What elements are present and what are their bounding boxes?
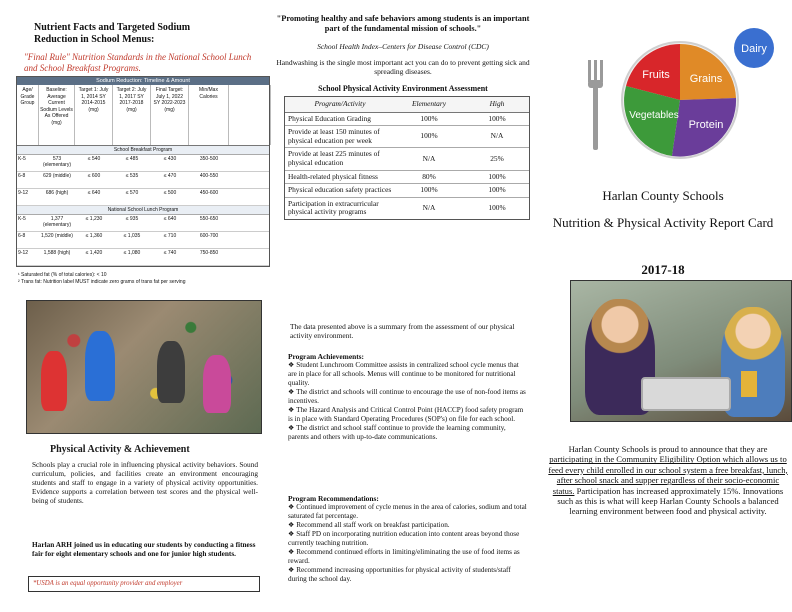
assessment-row [285,184,529,198]
cep-underlined-text: participating in the Community Eligibility Option which allows us to feed every child enrolled in our school system a free breakfast, lunch, after school snack and supper regardless of their socio-economic status. [548,454,788,496]
sodium-cell: 686 (high) [45,190,69,196]
sodium-table-row [17,172,269,189]
assessment-cell: Physical Education Grading [288,113,371,123]
sodium-cell: ≤ 535 [125,173,139,179]
assessment-header-cell: Elementary [411,99,447,108]
students-lunch-photo [570,280,792,422]
sodium-cell: ≤ 1,080 [123,250,141,256]
assessment-header [285,97,529,113]
breakfast-rows [17,155,269,206]
nutrient-facts-title: Nutrient Facts and Targeted Sodium Reduction in School Menus: [34,22,191,45]
assessment-cell: Physical education safety practices [288,185,392,195]
sodium-cell: ≤ 935 [125,216,139,222]
assessment-cell: 100% [488,113,506,123]
recommendations-heading: Program Recommendations: [288,494,379,503]
recommendations-list [288,503,528,584]
program-recommendations [288,494,528,584]
usda-notice: *USDA is an equal opportunity provider and employer [28,576,260,592]
sodium-header-cell: Age/ Grade Group [17,85,39,145]
sodium-cell: ≤ 540 [87,156,101,162]
myplate-graphic [586,20,778,160]
child-figure [41,351,67,411]
assessment-row [285,171,529,185]
sodium-cell: K-5 [18,216,26,222]
sodium-cell: ≤ 470 [163,173,177,179]
assessment-cell: 100% [420,131,438,141]
sodium-reduction-table [16,76,270,267]
sodium-cell: ≤ 640 [87,190,101,196]
sodium-cell: 9-12 [18,190,29,196]
assessment-summary: The data presented above is a summary from the assessment of our physical activity environment. [290,322,515,340]
lunch-tray [641,377,731,411]
achievement-item: ❖ The Hazard Analysis and Critical Control Point (HACCP) food safety program is in place with Standard Operating Procedures (SOP's) on file for each school. [288,406,524,423]
left-panel [0,0,270,612]
vegetables-label: Vegetables [629,110,679,121]
assessment-cell: 100% [488,171,506,181]
assessment-cell: N/A [422,153,436,163]
assessment-cell: 100% [420,185,438,195]
right-panel [534,0,792,612]
sodium-table-row [17,189,269,206]
breakfast-section-label: School Breakfast Program [17,146,269,155]
protein-label: Protein [688,119,724,131]
child-figure [203,355,231,413]
cep-announcement [548,444,788,517]
sodium-cell: 629 (middle) [43,173,71,179]
dairy-label: Dairy [741,43,767,55]
sodium-table-row [17,232,269,249]
school-name: Harlan County Schools [602,188,724,203]
program-achievements [288,352,528,442]
sodium-header-cell: Target 1: July 1, 2014 SY 2014-2015 (mg) [75,85,113,145]
sodium-table-header [17,85,269,146]
assessment-cell: Provide at least 150 minutes of physical education per week [288,127,380,145]
table-notes [18,272,270,286]
sodium-table-row [17,155,269,172]
fitness-fair-text: Harlan ARH joined us in educating our students by conducting a fitness fair for eight elementary schools and one for junior high students. [32,540,256,558]
school-year: 2017-18 [641,262,685,277]
climbing-wall-photo [26,300,262,434]
assessment-cell: Provide at least 225 minutes of physical education [288,149,380,167]
sodium-header-cell: Min/Max Calories [189,85,229,145]
grains-label: Grains [689,73,723,85]
physical-activity-title: Physical Activity & Achievement [50,444,190,455]
sodium-cell: ≤ 600 [87,173,101,179]
milk-carton [741,371,757,397]
assessment-table [284,96,530,220]
sodium-cell: ≤ 1,420 [85,250,103,256]
fork-icon [588,60,603,150]
sodium-cell: ≤ 500 [163,190,177,196]
note-saturated-fat: ¹ Saturated fat (% of total calories): < 10 [18,272,107,278]
assessment-title: School Physical Activity Environment Assessment [318,84,488,93]
cdc-quote: "Promoting healthy and safe behaviors among students is an important part of the fundamental mission of schools." [276,14,530,33]
sodium-cell: 400-550 [199,173,219,179]
recommendation-item: ❖ Recommend continued efforts in limiting/eliminating the use of food items as reward. [288,548,520,565]
note-trans-fat: ² Trans fat: Nutrition label MUST indicate zero grams of trans fat per serving [18,279,186,285]
sodium-cell: ≤ 1,035 [123,233,141,239]
sodium-cell: 450-600 [199,190,219,196]
assessment-cell: 100% [488,185,506,195]
sodium-cell: 6-8 [18,173,26,179]
assessment-cell: Health-related physical fitness [288,171,378,181]
assessment-header-cell: High [489,99,505,108]
child-figure [85,331,115,401]
sodium-cell: K-5 [18,156,26,162]
assessment-cell: 25% [490,153,504,163]
recommendation-item: ❖ Recommend increasing opportunities for physical activity of students/staff during the school day. [288,566,511,583]
quote-source: School Health Index–Centers for Disease Control (CDC) [317,42,489,51]
assessment-rows [285,113,529,219]
grains-segment [680,44,736,100]
middle-panel [276,0,530,612]
report-card-title: Nutrition & Physical Activity Report Card [552,215,774,230]
physical-activity-body: Schools play a crucial role in influencing physical activity behaviors. Sound curriculum, policies, and facilities create an environment encouraging students and staff to engage in a variety of physical activity opportunities. Evidence supports a correlation between test scores and the physical well-being of students. [32,460,258,505]
fruits-label: Fruits [642,69,670,81]
assessment-row [285,148,529,170]
sodium-cell: ≤ 640 [163,216,177,222]
child-figure [157,341,185,403]
sodium-cell: ≤ 1,360 [85,233,103,239]
sodium-cell: 550-650 [199,216,219,222]
sodium-cell: 573 (elementary) [42,156,72,168]
lunch-section-label: National School Lunch Program [17,206,269,215]
recommendation-item: ❖ Continued improvement of cycle menus in the area of calories, sodium and total saturated fat percentage. [288,503,527,520]
sodium-header-cell: Target 2: July 1, 2017 SY 2017-2018 (mg) [113,85,151,145]
assessment-row [285,113,529,127]
sodium-cell: 1,588 (high) [43,250,71,256]
assessment-cell: N/A [422,203,436,213]
sodium-header-cell [229,85,271,145]
achievements-list [288,361,528,442]
sodium-cell: 1,377 (elementary) [42,216,72,228]
sodium-cell: 350-500 [199,156,219,162]
assessment-row [285,198,529,219]
sodium-cell: ≤ 1,230 [85,216,103,222]
final-rule-text: "Final Rule" Nutrition Standards in the National School Lunch and School Breakfast Programs. [24,52,252,73]
sodium-table-band: Sodium Reduction: Timeline & Amount [17,77,269,85]
sodium-cell: 6-8 [18,233,26,239]
achievement-item: ❖ Student Lunchroom Committee assists in centralized school cycle menus that are in place for all schools. Menus will continue to be monitored for nutritional quality. [288,361,519,387]
sodium-cell: ≤ 740 [163,250,177,256]
sodium-table-row [17,215,269,232]
assessment-header-cell: Program/Activity [314,99,366,108]
sodium-cell: ≤ 570 [125,190,139,196]
cep-text-1: Harlan County Schools is proud to announce that they are [568,444,768,454]
sodium-cell: 600-700 [199,233,219,239]
sodium-cell: 1,520 (middle) [41,233,73,239]
recommendation-item: ❖ Recommend all staff work on breakfast participation. [288,521,450,529]
assessment-row [285,126,529,148]
assessment-cell: 100% [488,203,506,213]
sodium-header-cell: Final Target: July 1, 2022 SY 2022-2023 (mg) [151,85,189,145]
sodium-cell: ≤ 485 [125,156,139,162]
assessment-cell: 80% [422,171,436,181]
sodium-cell: ≤ 430 [163,156,177,162]
assessment-cell: N/A [490,131,504,141]
achievement-item: ❖ The district and school staff continue to provide the learning community, parents and others with up-to-date communications. [288,424,506,441]
sodium-table-row [17,249,269,266]
sodium-cell: 9-12 [18,250,29,256]
sodium-header-cell: Baseline: Average Current Sodium Levels As Offered (mg) [39,85,75,145]
achievements-heading: Program Achievements: [288,352,365,361]
achievement-item: ❖ The district and schools will continue to encourage the use of non-food items as incentives. [288,388,526,405]
handwashing-text: Handwashing is the single most important act you can do to prevent getting sick and spreading diseases. [276,58,530,76]
sodium-cell: 750-850 [199,250,219,256]
recommendation-item: ❖ Staff PD on incorporating nutrition education into content areas beyond those currently teaching nutrition. [288,530,520,547]
assessment-cell: 100% [420,113,438,123]
lunch-rows [17,215,269,266]
assessment-cell: Participation in extracurricular physical activity programs [288,198,379,217]
sodium-cell: ≤ 710 [163,233,177,239]
cep-text-2: Participation has increased approximately 15%. Innovations such as this is what will keep Harlan County Schools a balanced learning environment between food and physical activity. [557,485,784,517]
